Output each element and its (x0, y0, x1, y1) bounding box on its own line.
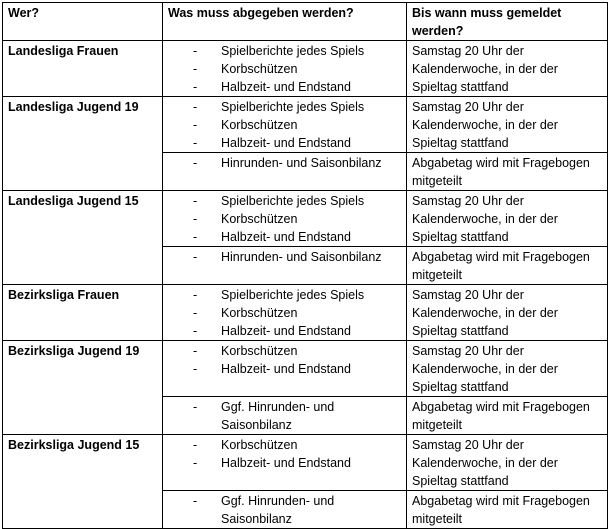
dash-bullet: - (193, 438, 198, 452)
list-item-text: Hinrunden- und Saisonbilanz (221, 250, 382, 264)
deadline-cell: Abgabetag wird mit Fragebogen mitgeteilt (407, 491, 608, 529)
table-row (3, 97, 608, 153)
list-item (163, 228, 404, 246)
dash-bullet: - (193, 156, 198, 170)
list-item-text: Ggf. Hinrunden- und Saisonbilanz (221, 400, 335, 432)
list-item (163, 42, 404, 60)
deadline-cell: Samstag 20 Uhr der Kalenderwoche, in der der Spieltag stattfand (407, 97, 608, 153)
dash-bullet: - (193, 344, 198, 358)
header-row (3, 3, 608, 41)
table-row (3, 41, 608, 97)
deadline-cell: Abgabetag wird mit Fragebogen mitgeteilt (407, 247, 608, 285)
list-item-text: Spielberichte jedes Spiels (221, 44, 365, 58)
dash-bullet: - (193, 494, 198, 508)
dash-bullet: - (193, 288, 198, 302)
dash-bullet: - (193, 194, 198, 208)
list-item-text: Halbzeit- und Endstand (221, 80, 351, 94)
list-item-text: Hinrunden- und Saisonbilanz (221, 156, 382, 170)
list-item (163, 98, 404, 116)
deadline-cell: Samstag 20 Uhr der Kalenderwoche, in der der Spieltag stattfand (407, 341, 608, 397)
list-item-text: Spielberichte jedes Spiels (221, 288, 365, 302)
table-body (3, 41, 608, 529)
league-name: Bezirksliga Jugend 19 (3, 341, 163, 435)
reporting-table (2, 2, 608, 529)
list-item (163, 436, 404, 454)
dash-bullet: - (193, 306, 198, 320)
league-name: Landesliga Frauen (3, 41, 163, 97)
list-item-text: Korbschützen (221, 212, 298, 226)
dash-bullet: - (193, 62, 198, 76)
submission-items (163, 341, 407, 397)
list-item (163, 398, 404, 434)
league-name: Landesliga Jugend 19 (3, 97, 163, 191)
header-deadline: Bis wann muss gemeldet werden? (407, 3, 608, 41)
deadline-cell: Abgabetag wird mit Fragebogen mitgeteilt (407, 397, 608, 435)
dash-bullet: - (193, 250, 198, 264)
list-item (163, 248, 404, 266)
dash-bullet: - (193, 362, 198, 376)
list-item (163, 286, 404, 304)
list-item (163, 134, 404, 152)
dash-bullet: - (193, 456, 198, 470)
submission-items (163, 397, 407, 435)
list-item (163, 116, 404, 134)
list-item-text: Halbzeit- und Endstand (221, 230, 351, 244)
deadline-cell: Abgabetag wird mit Fragebogen mitgeteilt (407, 153, 608, 191)
list-item-text: Halbzeit- und Endstand (221, 456, 351, 470)
table-row (3, 191, 608, 247)
header-what: Was muss abgegeben werden? (163, 3, 407, 41)
list-item-text: Korbschützen (221, 118, 298, 132)
table-row (3, 341, 608, 397)
dash-bullet: - (193, 230, 198, 244)
list-item-text: Korbschützen (221, 438, 298, 452)
submission-items (163, 97, 407, 153)
list-item-text: Halbzeit- und Endstand (221, 362, 351, 376)
deadline-cell: Samstag 20 Uhr der Kalenderwoche, in der der Spieltag stattfand (407, 191, 608, 247)
dash-bullet: - (193, 136, 198, 150)
list-item (163, 60, 404, 78)
deadline-cell: Samstag 20 Uhr der Kalenderwoche, in der der Spieltag stattfand (407, 41, 608, 97)
dash-bullet: - (193, 212, 198, 226)
list-item-text: Ggf. Hinrunden- und Saisonbilanz (221, 494, 335, 526)
list-item (163, 360, 404, 378)
submission-items (163, 435, 407, 491)
header-who: Wer? (3, 3, 163, 41)
list-item (163, 322, 404, 340)
dash-bullet: - (193, 80, 198, 94)
submission-items (163, 491, 407, 529)
deadline-cell: Samstag 20 Uhr der Kalenderwoche, in der der Spieltag stattfand (407, 285, 608, 341)
dash-bullet: - (193, 400, 198, 414)
list-item-text: Halbzeit- und Endstand (221, 136, 351, 150)
deadline-cell: Samstag 20 Uhr der Kalenderwoche, in der der Spieltag stattfand (407, 435, 608, 491)
submission-items (163, 153, 407, 191)
submission-items (163, 41, 407, 97)
list-item-text: Korbschützen (221, 306, 298, 320)
table-row (3, 435, 608, 491)
list-item-text: Spielberichte jedes Spiels (221, 100, 365, 114)
submission-items (163, 191, 407, 247)
list-item-text: Korbschützen (221, 344, 298, 358)
list-item (163, 304, 404, 322)
list-item-text: Korbschützen (221, 62, 298, 76)
list-item (163, 492, 404, 528)
league-name: Landesliga Jugend 15 (3, 191, 163, 285)
list-item (163, 192, 404, 210)
dash-bullet: - (193, 118, 198, 132)
dash-bullet: - (193, 324, 198, 338)
dash-bullet: - (193, 44, 198, 58)
list-item-text: Spielberichte jedes Spiels (221, 194, 365, 208)
league-name: Bezirksliga Jugend 15 (3, 435, 163, 529)
table-row (3, 285, 608, 341)
league-name: Bezirksliga Frauen (3, 285, 163, 341)
list-item (163, 210, 404, 228)
list-item (163, 154, 404, 172)
list-item (163, 78, 404, 96)
list-item (163, 342, 404, 360)
list-item-text: Halbzeit- und Endstand (221, 324, 351, 338)
list-item (163, 454, 404, 472)
submission-items (163, 285, 407, 341)
dash-bullet: - (193, 100, 198, 114)
submission-items (163, 247, 407, 285)
